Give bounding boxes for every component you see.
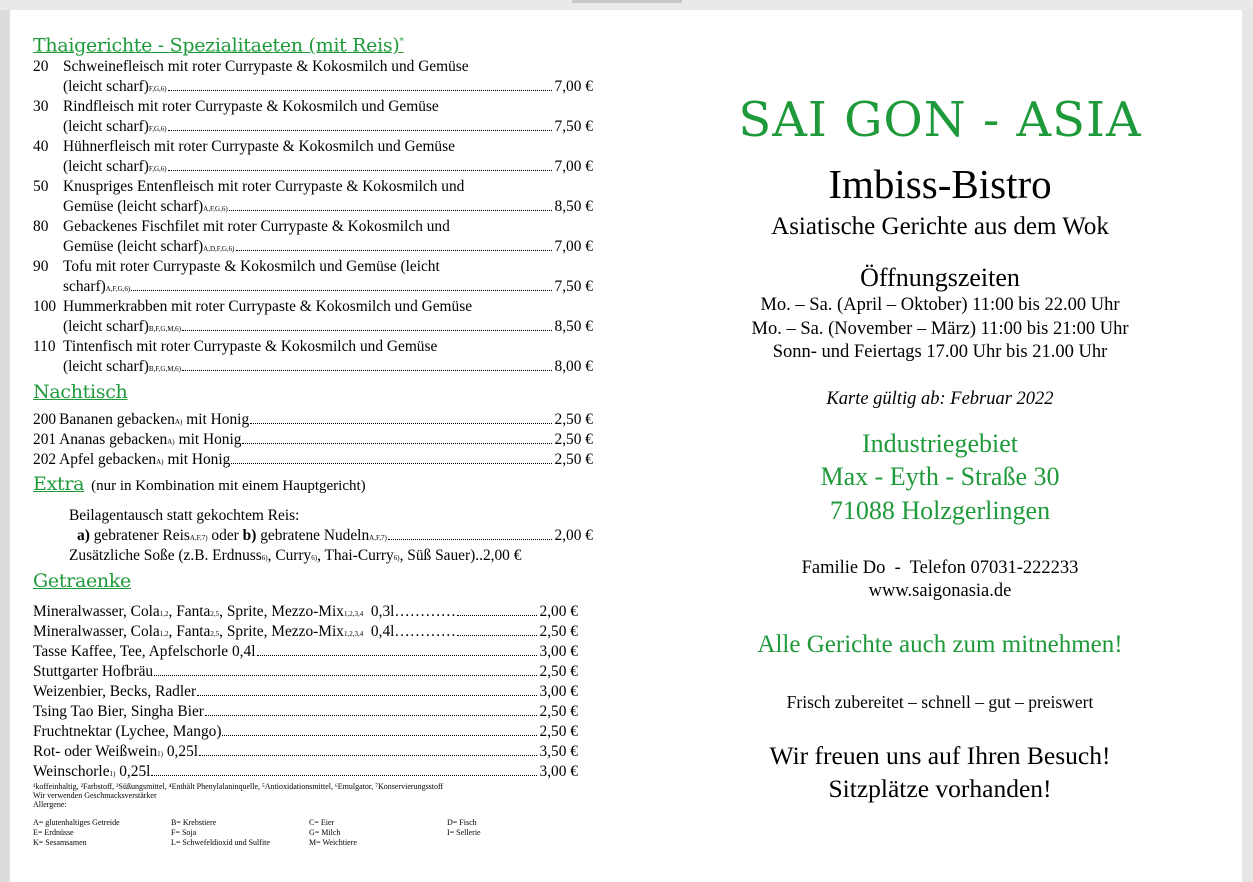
- item-name: Tofu mit roter Currypaste & Kokosmilch und Gemüse (leicht: [63, 258, 440, 276]
- drink-name: 0,25l: [162, 743, 199, 761]
- item-desc: (leicht scharf): [63, 118, 149, 136]
- item-name: Bananen gebacken: [59, 411, 175, 429]
- hours-list: [630, 294, 1250, 365]
- viewer-top-bar: [0, 0, 1253, 10]
- leader-dots: [229, 210, 552, 211]
- allergen-entry: K= Sesamsamen: [33, 838, 87, 848]
- drink-price: 2,50 €: [539, 663, 578, 681]
- option-a-label: a): [77, 527, 90, 545]
- item-desc: mit Honig: [178, 431, 242, 449]
- option-or: oder: [211, 527, 239, 545]
- drink-name: Stuttgarter Hofbräu: [33, 663, 154, 681]
- address-line: Max - Eyth - Straße 30: [820, 462, 1060, 491]
- item-number: 50: [33, 178, 49, 196]
- allergen-entry: E= Erdnüsse: [33, 828, 74, 838]
- hours-line: Mo. – Sa. (April – Oktober) 11:00 bis 22.00 Uhr: [760, 295, 1120, 315]
- drink-name: 0,4l…………: [363, 623, 456, 641]
- section-title-dessert: Nachtisch: [33, 381, 128, 404]
- drink-price: 2,50 €: [539, 703, 578, 721]
- sauce-text: Zusätzliche Soße (z.B. Erdnuss: [69, 547, 262, 565]
- drink-name: 0,3l…………: [363, 603, 456, 621]
- allergen-entry: C= Eier: [309, 818, 335, 828]
- allergen-entry: F= Soja: [171, 828, 197, 838]
- item-body: [63, 297, 593, 337]
- leader-dots: [182, 370, 552, 371]
- option-b-text: gebratene Nudeln: [260, 527, 370, 545]
- menu-item: [33, 97, 593, 137]
- menu-item: 202 Apfel gebacken A) mit Honig 2,50 €: [33, 451, 593, 469]
- sauce-text: , Curry: [267, 547, 312, 565]
- item-body: [63, 337, 593, 377]
- menu-item: [33, 177, 593, 217]
- extra-header: [33, 472, 593, 496]
- item-number: 40: [33, 138, 49, 156]
- leader-dots: [168, 130, 552, 131]
- drink-price: 3,50 €: [539, 743, 578, 761]
- item-line: (leicht scharf) B,F,G,M,6) 8,00 €: [63, 358, 593, 376]
- leader-dots: [457, 635, 537, 636]
- item-price: 2,50 €: [554, 451, 593, 469]
- item-desc: mit Honig: [167, 451, 231, 469]
- item-number: 30: [33, 98, 49, 116]
- leader-dots: [250, 423, 551, 424]
- brand-logo: SAI GON - ASIA: [738, 92, 1142, 148]
- sauce-text: , Thai-Curry: [317, 547, 394, 565]
- drink-item: Mineralwasser, Cola 1,2 , Fanta 2,5 , Sprite, Mezzo-Mix 1,2,3,4 0,3l………… 2,00 €: [33, 603, 578, 621]
- menu-page: [10, 10, 1242, 882]
- item-price: 7,00 €: [554, 158, 593, 176]
- allergen-entry: G= Milch: [309, 828, 341, 838]
- item-price: 2,50 €: [554, 431, 593, 449]
- tagline: Asiatische Gerichte aus dem Wok: [771, 213, 1109, 240]
- item-number: 110: [33, 338, 56, 356]
- drink-name: Tasse Kaffee, Tee, Apfelschorle 0,4l: [33, 643, 256, 661]
- leader-dots: [168, 170, 552, 171]
- thai-dish-list: [33, 57, 593, 377]
- footnote-msg: Wir verwenden Geschmacksverstärker: [33, 791, 157, 801]
- section-title-thai: Thaigerichte - Spezialitaeten (mit Reis)*: [33, 34, 404, 57]
- leader-dots: [131, 290, 551, 291]
- menu-item: [33, 257, 593, 297]
- item-desc: (leicht scharf): [63, 358, 149, 376]
- allergen-entry: A= glutenhaltiges Getreide: [33, 818, 120, 828]
- leader-dots: [457, 615, 537, 616]
- leader-dots: [236, 250, 552, 251]
- item-name: Apfel gebacken: [59, 451, 157, 469]
- item-desc: (leicht scharf): [63, 318, 149, 336]
- menu-item: 201 Ananas gebacken A) mit Honig 2,50 €: [33, 431, 593, 449]
- allergen-entry: I= Sellerie: [447, 828, 481, 838]
- item-name: Ananas gebacken: [59, 431, 168, 449]
- item-line: (leicht scharf) F,G,6) 7,00 €: [63, 78, 593, 96]
- item-price: 7,00 €: [554, 238, 593, 256]
- leader-dots: [199, 755, 536, 756]
- drink-name: Mineralwasser, Cola: [33, 603, 160, 621]
- dessert-list: [33, 410, 593, 470]
- item-desc: (leicht scharf): [63, 78, 149, 96]
- address-block: [630, 427, 1250, 528]
- allergens-label: Allergene:: [33, 800, 67, 810]
- leader-dots: [242, 443, 551, 444]
- leader-dots: [257, 655, 537, 656]
- item-desc: (leicht scharf): [63, 158, 149, 176]
- item-name: Hummerkrabben mit roter Currypaste & Kokosmilch und Gemüse: [63, 298, 473, 316]
- drink-name: Weinschorle: [33, 763, 110, 781]
- seats-text: Sitzplätze vorhanden!: [828, 774, 1052, 803]
- extra-intro: Beilagentausch statt gekochtem Reis:: [69, 507, 300, 525]
- item-desc: Gemüse (leicht scharf): [63, 238, 204, 256]
- hours-line: Sonn- und Feiertags 17.00 Uhr bis 21.00 Uhr: [772, 342, 1108, 362]
- address-line: Industriegebiet: [862, 428, 1018, 458]
- leader-dots: [197, 695, 536, 696]
- drink-name: Mineralwasser, Cola: [33, 623, 160, 641]
- takeaway-note: Alle Gerichte auch zum mitnehmen!: [757, 631, 1123, 658]
- hours-line: Mo. – Sa. (November – März) 11:00 bis 21:00 Uhr: [751, 318, 1129, 339]
- option-b-label: b): [242, 527, 257, 545]
- item-line: (leicht scharf) F,G,6) 7,50 €: [63, 118, 593, 136]
- footnote-additives: ¹koffeinhaltig, ²Farbstoff, ³Süßungsmittel, ⁴Enthält Phenylalaninquelle, ⁵Antioxidationsmittel, ⁶Emulgator, ⁷Konservierungsstoff: [33, 782, 444, 792]
- sauce-text: , Süß Sauer)..: [399, 547, 483, 565]
- item-body: [63, 57, 593, 97]
- item-name: Knuspriges Entenfleisch mit roter Currypaste & Kokosmilch und: [63, 178, 465, 196]
- allergen-entry: D= Fisch: [447, 818, 477, 828]
- allergen-entry: B= Krebstiere: [171, 818, 217, 828]
- drink-price: 3,00 €: [539, 683, 578, 701]
- item-name: Gebackenes Fischfilet mit roter Currypaste & Kokosmilch und: [63, 218, 450, 236]
- item-line: (leicht scharf) B,F,G,M,6) 8,50 €: [63, 318, 593, 336]
- item-number: 202: [33, 451, 57, 469]
- extra-block: [33, 506, 593, 566]
- drink-price: 3,00 €: [539, 643, 578, 661]
- viewer-scroll-indicator[interactable]: [572, 0, 682, 3]
- item-number: 90: [33, 258, 49, 276]
- leader-dots: [205, 715, 537, 716]
- item-desc: scharf): [63, 278, 106, 296]
- menu-item: [33, 217, 593, 257]
- menu-column: [33, 30, 593, 848]
- menu-item: 200 Bananen gebacken A) mit Honig 2,50 €: [33, 411, 593, 429]
- drink-item: Rot- oder Weißwein 1) 0,25l 3,50 €: [33, 743, 578, 761]
- item-line: Gemüse (leicht scharf) A,F,G,6) 8,50 €: [63, 198, 593, 216]
- item-desc: Gemüse (leicht scharf): [63, 198, 204, 216]
- allergen-entry: L= Schwefeldioxid und Sulfite: [171, 838, 270, 848]
- drink-list: [33, 602, 593, 782]
- item-line: (leicht scharf) F,G,6) 7,00 €: [63, 158, 593, 176]
- drink-price: 2,50 €: [539, 723, 578, 741]
- item-desc: mit Honig: [186, 411, 250, 429]
- menu-item: [33, 337, 593, 377]
- item-price: 8,50 €: [554, 318, 593, 336]
- item-number: 201: [33, 431, 57, 449]
- drink-price: 2,50 €: [539, 623, 578, 641]
- item-price: 7,50 €: [554, 278, 593, 296]
- drink-item: Weinschorle 1) 0,25l 3,00 €: [33, 763, 578, 781]
- drink-name: Weizenbier, Becks, Radler: [33, 683, 197, 701]
- drink-name: , Fanta: [168, 623, 211, 641]
- extra-sauce-line: Zusätzliche Soße (z.B. Erdnuss 6) , Curry 6) , Thai-Curry 6) , Süß Sauer).. 2,00 €: [69, 547, 522, 565]
- drink-item: [33, 682, 578, 702]
- extra-sauce-price: 2,00 €: [482, 547, 522, 565]
- welcome-text: Wir freuen uns auf Ihren Besuch!: [769, 741, 1111, 770]
- drink-name: Tsing Tao Bier, Singha Bier: [33, 703, 204, 721]
- leader-dots: [151, 775, 536, 776]
- section-title-extra: Extra: [33, 473, 85, 496]
- option-a-text: gebratener Reis: [93, 527, 190, 545]
- item-number: 100: [33, 298, 57, 316]
- leader-dots: [231, 463, 551, 464]
- allergen-entry: M= Weichtiere: [309, 838, 357, 848]
- extra-swap-line: a) gebratener Reis A,F,7) oder b) gebratene Nudeln A,F,7) 2,00 €: [77, 527, 593, 545]
- item-name: Schweinefleisch mit roter Currypaste & Kokosmilch und Gemüse: [63, 58, 469, 76]
- item-price: 2,50 €: [554, 411, 593, 429]
- item-price: 7,00 €: [554, 78, 593, 96]
- leader-dots: [388, 539, 552, 540]
- hours-title: Öffnungszeiten: [860, 263, 1020, 292]
- item-name: Rindfleisch mit roter Currypaste & Kokosmilch und Gemüse: [63, 98, 439, 116]
- item-price: 8,50 €: [554, 198, 593, 216]
- address-line: 71088 Holzgerlingen: [829, 495, 1051, 525]
- leader-dots: [182, 330, 552, 331]
- drink-name: Fruchtnektar (Lychee, Mango): [33, 723, 222, 741]
- info-column: [630, 10, 1250, 805]
- drink-item: [33, 722, 578, 742]
- item-price: 7,50 €: [554, 118, 593, 136]
- item-name: Hühnerfleisch mit roter Currypaste & Kokosmilch und Gemüse: [63, 138, 455, 156]
- extra-note: (nur in Kombination mit einem Hauptgericht): [91, 478, 366, 495]
- menu-item: [33, 297, 593, 337]
- item-line: Gemüse (leicht scharf) A,D,F,G,6) 7,00 €: [63, 238, 593, 256]
- drink-name: Rot- oder Weißwein: [33, 743, 158, 761]
- item-number: 80: [33, 218, 49, 236]
- valid-date: Karte gültig ab: Februar 2022: [826, 388, 1054, 409]
- allergen-legend: [33, 818, 593, 848]
- item-body: [63, 177, 593, 217]
- drink-name: 0,25l: [115, 763, 151, 781]
- item-name: Tintenfisch mit roter Currypaste & Kokosmilch und Gemüse: [63, 338, 438, 356]
- item-number: 20: [33, 58, 49, 76]
- drink-name: , Sprite, Mezzo-Mix: [219, 603, 344, 621]
- item-line: scharf) A,F,G,6) 7,50 €: [63, 278, 593, 296]
- drink-name: , Fanta: [168, 603, 211, 621]
- drink-item: [33, 702, 578, 722]
- item-body: [63, 217, 593, 257]
- drink-item: [33, 642, 578, 662]
- subtitle: Imbiss-Bistro: [828, 161, 1052, 207]
- leader-dots: [222, 735, 536, 736]
- item-body: [63, 137, 593, 177]
- website-link[interactable]: www.saigonasia.de: [868, 581, 1012, 601]
- menu-item: [33, 57, 593, 97]
- item-body: [63, 257, 593, 297]
- item-price: 8,00 €: [554, 358, 593, 376]
- menu-item: [33, 137, 593, 177]
- leader-dots: [154, 675, 536, 676]
- section-title-drinks: Getraenke: [33, 570, 132, 593]
- viewer-scrollbar[interactable]: [1242, 10, 1253, 882]
- item-body: [63, 97, 593, 137]
- allergen-entry: [447, 838, 547, 848]
- extra-swap-price: 2,00 €: [554, 527, 593, 545]
- drink-name: , Sprite, Mezzo-Mix: [219, 623, 344, 641]
- leader-dots: [168, 90, 552, 91]
- contact-phone: Familie Do - Telefon 07031-222233: [801, 558, 1079, 578]
- drink-price: 3,00 €: [539, 763, 578, 781]
- drink-item: Mineralwasser, Cola 1,2 , Fanta 2,5 , Sprite, Mezzo-Mix 1,2,3,4 0,4l………… 2,50 €: [33, 623, 578, 641]
- drink-price: 2,00 €: [539, 603, 578, 621]
- slogan: Frisch zubereitet – schnell – gut – preiswert: [786, 692, 1094, 712]
- item-number: 200: [33, 411, 57, 429]
- drink-item: [33, 662, 578, 682]
